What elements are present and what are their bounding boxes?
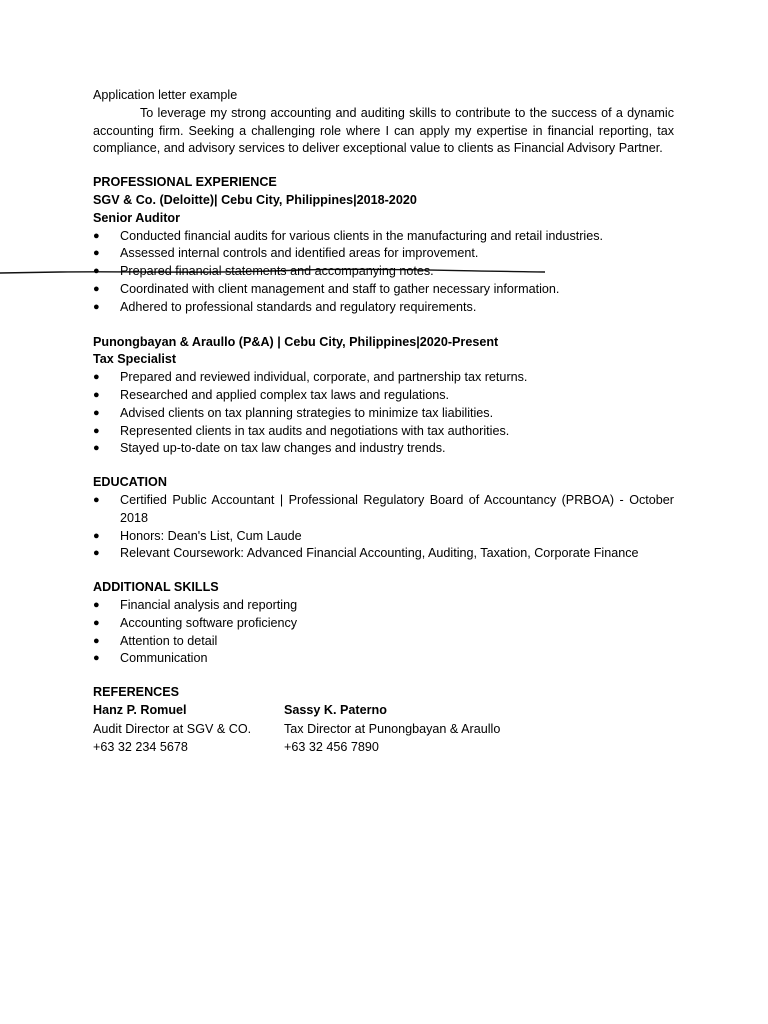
- references-block: [93, 702, 674, 756]
- list-item: ● Communication: [93, 650, 674, 668]
- list-item: ● Prepared financial statements and accompanying notes.: [93, 263, 674, 281]
- skills-list: [93, 597, 674, 668]
- job-title: Tax Specialist: [93, 352, 177, 367]
- bullet-icon: ●: [93, 442, 100, 455]
- bullet-icon: ●: [93, 247, 100, 260]
- bullet-icon: ●: [93, 634, 100, 647]
- references-heading: REFERENCES: [93, 685, 180, 700]
- resume-page: [93, 87, 674, 756]
- bullet-icon: ●: [93, 282, 100, 295]
- job-entry: [93, 192, 674, 317]
- bullet-icon: ●: [93, 547, 100, 560]
- list-item: ● Attention to detail: [93, 633, 674, 651]
- list-item: ● Adhered to professional standards and regulatory requirements.: [93, 299, 674, 317]
- reference-role: Audit Director at SGV & CO.: [93, 721, 252, 736]
- reference-role: Tax Director at Punongbayan & Araullo: [284, 721, 501, 736]
- list-item: ● Financial analysis and reporting: [93, 597, 674, 615]
- job-title: Senior Auditor: [93, 210, 180, 225]
- bullet-icon: ●: [93, 493, 100, 506]
- job-company: Punongbayan & Araullo (P&A) | Cebu City, Philippines|2020-Present: [93, 334, 499, 349]
- bullet-icon: ●: [93, 616, 100, 629]
- bullet-icon: ●: [93, 652, 100, 665]
- bullet-icon: ●: [93, 529, 100, 542]
- list-item: ● Prepared and reviewed individual, corporate, and partnership tax returns.: [93, 369, 674, 387]
- bullet-icon: ●: [93, 388, 100, 401]
- education-list: [93, 492, 674, 563]
- bullet-icon: ●: [93, 300, 100, 313]
- list-item: ● Researched and applied complex tax laws and regulations.: [93, 387, 674, 405]
- reference-phone: +63 32 234 5678: [93, 739, 188, 754]
- job-duties-list: [93, 228, 674, 317]
- job-entry: [93, 334, 674, 459]
- bullet-icon: ●: [93, 424, 100, 437]
- job-company: SGV & Co. (Deloitte)| Cebu City, Philippines|2018-2020: [93, 192, 417, 207]
- job-duties-list: [93, 369, 674, 458]
- bullet-icon: ●: [93, 598, 100, 611]
- reference-name: Sassy K. Paterno: [284, 702, 387, 717]
- document-caption: Application letter example: [93, 88, 238, 102]
- skills-heading: ADDITIONAL SKILLS: [93, 580, 219, 595]
- list-item: ● Assessed internal controls and identified areas for improvement.: [93, 245, 674, 263]
- bullet-icon: ●: [93, 229, 100, 242]
- bullet-icon: ●: [93, 406, 100, 419]
- bullet-icon: ●: [93, 371, 100, 384]
- list-item: ● Coordinated with client management and staff to gather necessary information.: [93, 281, 674, 299]
- list-item: ● Advised clients on tax planning strategies to minimize tax liabilities.: [93, 405, 674, 423]
- reference-entry: [284, 702, 674, 756]
- experience-heading: PROFESSIONAL EXPERIENCE: [93, 175, 277, 190]
- reference-name: Hanz P. Romuel: [93, 702, 187, 717]
- list-item: ● Conducted financial audits for various clients in the manufacturing and retail industries.: [93, 228, 674, 246]
- list-item: ● Honors: Dean's List, Cum Laude: [93, 528, 674, 546]
- education-heading: EDUCATION: [93, 475, 167, 490]
- list-item: ● Stayed up-to-date on tax law changes and industry trends.: [93, 440, 674, 458]
- list-item: ● Relevant Coursework: Advanced Financial Accounting, Auditing, Taxation, Corporate Finance: [93, 545, 674, 563]
- objective-paragraph: To leverage my strong accounting and auditing skills to contribute to the success of a dynamic accounting firm. Seeking a challenging role where I can apply my expertise in financial reporting, tax compliance, and advisory services to deliver exceptional value to clients as Financial Advisory Partner.: [93, 105, 674, 156]
- list-item: ● Represented clients in tax audits and negotiations with tax authorities.: [93, 423, 674, 441]
- bullet-icon: ●: [93, 265, 100, 278]
- reference-phone: +63 32 456 7890: [284, 739, 379, 754]
- reference-entry: [93, 702, 284, 756]
- list-item: ● Accounting software proficiency: [93, 615, 674, 633]
- list-item: ● Certified Public Accountant | Professional Regulatory Board of Accountancy (PRBOA) - October 2018: [93, 492, 674, 525]
